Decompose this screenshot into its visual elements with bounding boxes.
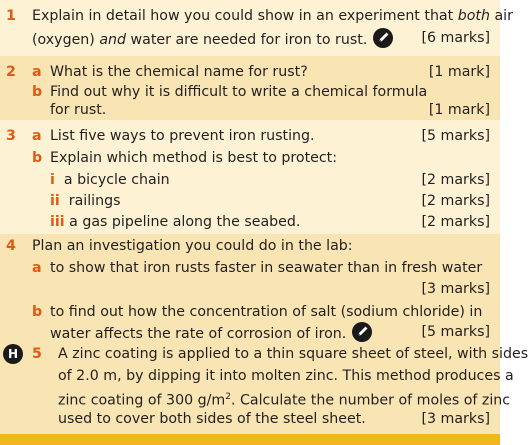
q4a-marks: [3 marks] xyxy=(421,281,490,297)
q3a-marks: [5 marks] xyxy=(421,128,490,144)
q3b-item-iii-marks: [2 marks] xyxy=(421,214,490,230)
q3b-label: b xyxy=(32,150,43,166)
q1-marks: [6 marks] xyxy=(421,30,490,46)
q3b-item-i: i a bicycle chain xyxy=(50,172,170,188)
q2-number: 2 xyxy=(6,64,16,80)
q2b-text-line1: Find out why it is difficult to write a chemical formula xyxy=(50,84,428,100)
q2b-label: b xyxy=(32,84,43,100)
q3b-item-i-marks: [2 marks] xyxy=(421,172,490,188)
q5-line2: of 2.0 m, by dipping it into molten zinc. This method produces a xyxy=(58,368,514,384)
q2b-text-line2: for rust. xyxy=(50,102,107,118)
q3a-text: List five ways to prevent iron rusting. xyxy=(50,128,315,144)
q1-line1: Explain in detail how you could show in an experiment that both air xyxy=(32,8,513,24)
q4b-marks: [5 marks] xyxy=(421,324,490,340)
q2a-text: What is the chemical name for rust? xyxy=(50,64,308,80)
q2a-marks: [1 mark] xyxy=(428,64,490,80)
q3b-text: Explain which method is best to protect: xyxy=(50,150,338,166)
q4-number: 4 xyxy=(6,238,16,254)
q2b-marks: [1 mark] xyxy=(428,102,490,118)
q1-number: 1 xyxy=(6,8,16,24)
q2a-label: a xyxy=(32,64,42,80)
pen-nib-icon xyxy=(352,322,372,342)
higher-tier-icon: H xyxy=(3,344,23,364)
bottom-bar xyxy=(0,434,500,445)
q3b-item-iii: iii a gas pipeline along the seabed. xyxy=(50,214,301,230)
q5-number: 5 xyxy=(32,346,42,362)
q4b-text-line2: water affects the rate of corrosion of iron. xyxy=(50,322,372,344)
q5-line4: used to cover both sides of the steel sheet. xyxy=(58,411,366,427)
q5-marks: [3 marks] xyxy=(421,411,490,427)
q4a-label: a xyxy=(32,260,42,276)
q4b-label: b xyxy=(32,304,43,320)
q4a-text: to show that iron rusts faster in seawater than in fresh water xyxy=(50,260,483,276)
pen-nib-icon xyxy=(373,28,393,48)
q3b-item-ii: ii railings xyxy=(50,193,121,209)
q4-text: Plan an investigation you could do in the lab: xyxy=(32,238,353,254)
q3a-label: a xyxy=(32,128,42,144)
q1-line2: (oxygen) and water are needed for iron to rust. xyxy=(32,28,393,50)
q5-line1: A zinc coating is applied to a thin square sheet of steel, with sides xyxy=(58,346,528,362)
q3-number: 3 xyxy=(6,128,16,144)
q3b-item-ii-marks: [2 marks] xyxy=(421,193,490,209)
q4b-text-line1: to find out how the concentration of salt (sodium chloride) in xyxy=(50,304,483,320)
q5-line3: zinc coating of 300 $g/m^2$. Calculate the number of moles of zinc xyxy=(58,392,511,409)
